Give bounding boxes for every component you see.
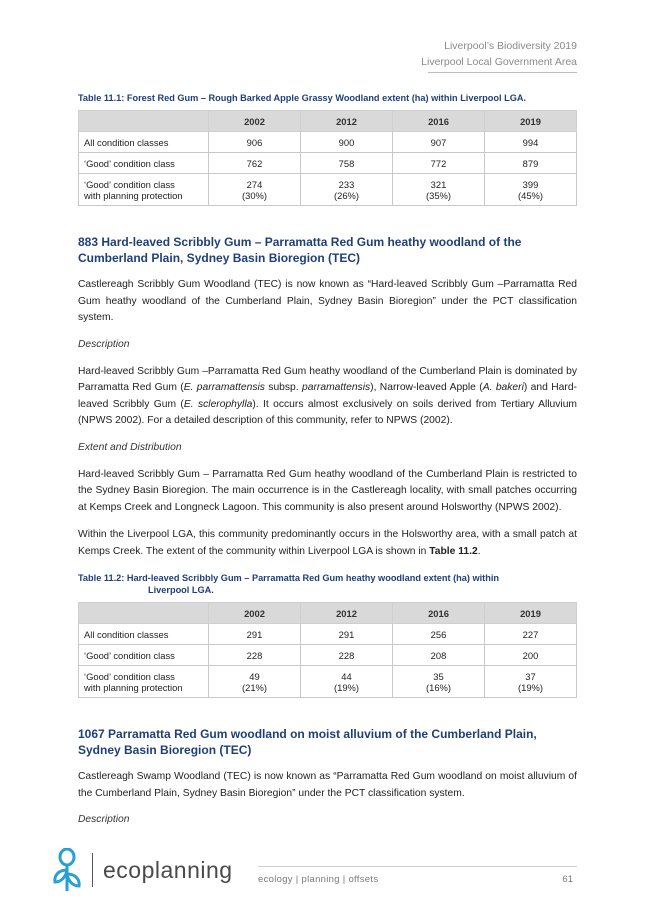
heading-line: Cumberland Plain, Sydney Basin Bioregion (TEC) xyxy=(78,251,361,265)
paragraph xyxy=(78,527,577,560)
row-label: ‘Good’ condition class xyxy=(79,645,209,666)
table-cell: 291 xyxy=(209,624,301,645)
row-label-line: ‘Good’ condition class xyxy=(84,670,175,682)
table-header-row xyxy=(79,111,577,132)
text-run: subsp. xyxy=(264,382,303,393)
cell-value: 274 xyxy=(246,178,263,190)
table-header-cell: 2019 xyxy=(485,111,577,132)
table-header-cell: 2019 xyxy=(485,603,577,624)
table-row xyxy=(79,132,577,153)
row-label-line: with planning protection xyxy=(84,189,183,201)
paragraph xyxy=(78,364,577,430)
table-header-cell xyxy=(79,111,209,132)
table-cell: 291 xyxy=(301,624,393,645)
page-header xyxy=(421,38,577,70)
subheading-extent: Extent and Distribution xyxy=(78,441,182,453)
cell-percent: (21%) xyxy=(241,681,267,693)
cell-percent: (45%) xyxy=(517,189,543,201)
table-cell: 200 xyxy=(485,645,577,666)
row-label xyxy=(79,174,209,206)
paragraph: Hard-leaved Scribbly Gum – Parramatta Red Gum heathy woodland of the Cumberland Plain is restricted to the Sydney Basin Bioregion. The main occurrence is in the Castlereagh locality, with small patches occurring at Kemps Creek and Longneck Lagoon. This community is also present around Holsworthy (NPWS 2002). xyxy=(78,468,577,513)
table-cell xyxy=(301,666,393,698)
cell-value: 37 xyxy=(525,670,536,682)
table-cell xyxy=(485,666,577,698)
table-header-row xyxy=(79,603,577,624)
paragraph: Castlereagh Swamp Woodland (TEC) is now known as “Parramatta Red Gum woodland on moist alluvium of the Cumberland Plain, Sydney Basin Bioregion” under the PCT classification system. xyxy=(78,771,577,799)
subheading-description: Description xyxy=(78,338,130,350)
ecoplanning-logo xyxy=(50,848,233,892)
table-cell: 758 xyxy=(301,153,393,174)
table-row xyxy=(79,153,577,174)
text-run: ). It occurs almost exclusively on soils derived from Tertiary Alluvium (NPWS 2002). For a detailed description of this community, refer to NPWS (2002). xyxy=(78,398,578,426)
row-label: All condition classes xyxy=(79,132,209,153)
table-cell: 994 xyxy=(485,132,577,153)
table-header-cell: 2012 xyxy=(301,603,393,624)
species-name: E. parramattensis xyxy=(183,382,265,393)
heading-line: Sydney Basin Bioregion (TEC) xyxy=(78,743,252,757)
table-header-cell: 2002 xyxy=(209,111,301,132)
species-name: E. sclerophylla xyxy=(183,398,253,410)
page-number: 61 xyxy=(562,874,573,885)
header-divider xyxy=(428,72,577,73)
cell-value: 49 xyxy=(249,670,260,682)
table-cell xyxy=(485,174,577,206)
table-11-1 xyxy=(78,110,577,206)
table-11-2 xyxy=(78,602,577,698)
table-cell: 256 xyxy=(393,624,485,645)
section-883-heading xyxy=(78,234,577,266)
table-row xyxy=(79,624,577,645)
text-run: Hard-leaved Scribbly Gum –Parramatta Red Gum heathy woodland of the Cumberland Plain is dominated by Parramatta Red Gum ( xyxy=(78,365,577,393)
cell-percent: (30%) xyxy=(241,189,267,201)
table-cell: 762 xyxy=(209,153,301,174)
table-header-cell: 2002 xyxy=(209,603,301,624)
table-header-cell: 2016 xyxy=(393,603,485,624)
cell-value: 321 xyxy=(430,178,447,190)
text-run: . xyxy=(477,545,481,557)
page-content xyxy=(78,92,577,828)
header-report-title: Liverpool’s Biodiversity 2019 xyxy=(444,40,577,52)
row-label-line: ‘Good’ condition class xyxy=(84,178,175,190)
text-run: ) and Hard-leaved Scribbly Gum ( xyxy=(78,382,577,410)
table-row xyxy=(79,174,577,206)
heading-line: 1067 Parramatta Red Gum woodland on moist alluvium of the Cumberland Plain, xyxy=(78,727,537,741)
table-row xyxy=(79,645,577,666)
row-label-line: with planning protection xyxy=(84,681,183,693)
header-area-name: Liverpool Local Government Area xyxy=(421,56,577,68)
table-reference: Table 11.2 xyxy=(429,545,478,557)
table-cell: 772 xyxy=(393,153,485,174)
table-cell: 228 xyxy=(209,645,301,666)
table-cell: 208 xyxy=(393,645,485,666)
table-cell: 227 xyxy=(485,624,577,645)
table-row xyxy=(79,666,577,698)
species-name: A. bakeri xyxy=(482,382,524,393)
row-label: ‘Good’ condition class xyxy=(79,153,209,174)
cell-percent: (26%) xyxy=(333,189,359,201)
cell-value: 233 xyxy=(338,178,355,190)
logo-divider xyxy=(92,853,93,887)
table-cell xyxy=(301,174,393,206)
table-cell: 228 xyxy=(301,645,393,666)
cell-value: 44 xyxy=(341,670,352,682)
caption-line: Table 11.2: Hard-leaved Scribbly Gum – Parramatta Red Gum heathy woodland extent (ha) within xyxy=(78,573,500,583)
table-header-cell: 2016 xyxy=(393,111,485,132)
table-cell: 879 xyxy=(485,153,577,174)
table-header-cell xyxy=(79,603,209,624)
cell-percent: (35%) xyxy=(425,189,451,201)
section-1067-heading xyxy=(78,726,577,758)
cell-value: 399 xyxy=(522,178,539,190)
table-cell xyxy=(393,666,485,698)
logo-wordmark: ecoplanning xyxy=(103,856,233,883)
heading-line: 883 Hard-leaved Scribbly Gum – Parramatta Red Gum heathy woodland of the xyxy=(78,235,522,249)
table-cell: 906 xyxy=(209,132,301,153)
table-cell xyxy=(209,666,301,698)
text-run: ), Narrow-leaved Apple ( xyxy=(370,382,483,393)
caption-line: Liverpool LGA. xyxy=(148,585,214,595)
table-cell: 907 xyxy=(393,132,485,153)
row-label: All condition classes xyxy=(79,624,209,645)
text-run: Within the Liverpool LGA, this community predominantly occurs in the Holsworthy area, with a small patch at Kemps Creek. The extent of the community within Liverpool LGA is shown in xyxy=(78,529,577,557)
table-11-2-caption xyxy=(78,572,577,596)
row-label xyxy=(79,666,209,698)
footer-tagline: ecology | planning | offsets xyxy=(258,874,379,885)
subheading-description: Description xyxy=(78,814,130,825)
paragraph: Castlereagh Scribbly Gum Woodland (TEC) is now known as “Hard-leaved Scribbly Gum –Parramatta Red Gum heathy woodland of the Cumberland Plain, Sydney Basin Bioregion” under the PCT classification system. xyxy=(78,279,577,323)
table-cell xyxy=(393,174,485,206)
species-name: parramattensis xyxy=(302,382,371,393)
table-cell: 900 xyxy=(301,132,393,153)
cell-percent: (16%) xyxy=(425,681,451,693)
cell-percent: (19%) xyxy=(333,681,359,693)
cell-value: 35 xyxy=(433,670,444,682)
footer-divider xyxy=(258,866,577,867)
table-cell xyxy=(209,174,301,206)
table-header-cell: 2012 xyxy=(301,111,393,132)
table-11-1-caption: Table 11.1: Forest Red Gum – Rough Barked Apple Grassy Woodland extent (ha) within Liverpool LGA. xyxy=(78,93,527,103)
leaf-logo-icon xyxy=(50,848,84,892)
cell-percent: (19%) xyxy=(517,681,543,693)
